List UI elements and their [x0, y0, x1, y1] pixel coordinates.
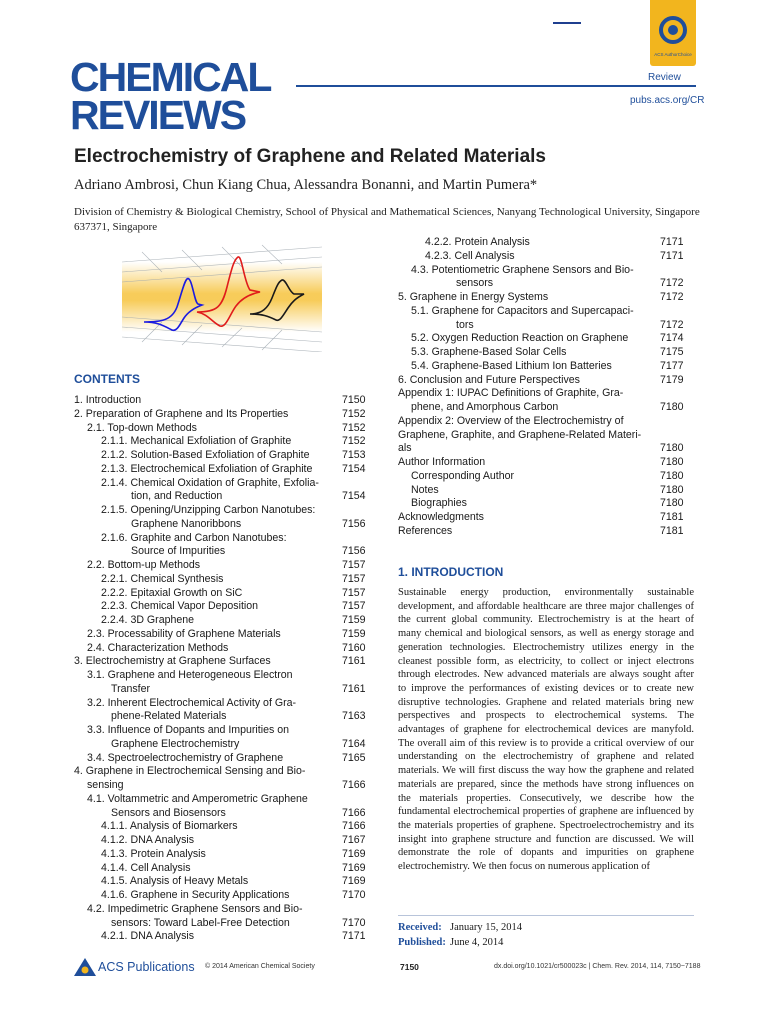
toc-entry-page: 7150: [342, 394, 366, 406]
toc-entry-title: 2.1.5. Opening/Unzipping Carbon Nanotubes:: [101, 504, 316, 516]
toc-entry-page: 7171: [342, 930, 366, 943]
toc-entry-page: 7161: [342, 655, 366, 668]
toc-entry[interactable]: [74, 422, 376, 436]
toc-entry[interactable]: [74, 930, 376, 944]
toc-entry-page: [342, 697, 376, 711]
toc-entry-title: 3.2. Inherent Electrochemical Activity of Gra-: [87, 696, 297, 709]
toc-entry-title: 4.1. Voltammetric and Amperometric Graphene: [87, 792, 308, 805]
toc-entry[interactable]: [398, 387, 694, 401]
toc-entry-title: 2.1.2. Solution-Based Exfoliation of Graphite: [101, 449, 310, 461]
dates-divider: [398, 915, 694, 916]
toc-entry[interactable]: [74, 765, 376, 779]
toc-entry-title: tors: [456, 318, 474, 331]
toc-entry[interactable]: [398, 442, 694, 456]
header-rule: [296, 85, 696, 87]
affiliation: Division of Chemistry & Biological Chemistry, School of Physical and Mathematical Sciences, Nanyang Technological University, Singapore 637371, Singapore: [74, 206, 700, 233]
acs-authorchoice-badge[interactable]: [650, 0, 696, 66]
toc-entry[interactable]: [74, 889, 376, 903]
toc-entry[interactable]: [398, 264, 694, 278]
toc-entry-title: Appendix 2: Overview of the Electrochemistry of: [398, 414, 624, 427]
toc-entry-title: Corresponding Author: [411, 469, 515, 482]
toc-entry[interactable]: [398, 346, 694, 360]
toc-entry[interactable]: [74, 408, 376, 422]
doi-citation[interactable]: dx.doi.org/10.1021/cr500023c | Chem. Rev. 2014, 114, 7150−7188: [494, 963, 701, 970]
introduction-heading: 1. INTRODUCTION: [398, 565, 504, 579]
toc-entry-title: Source of Impurities: [131, 545, 226, 558]
toc-entry-page: [342, 669, 376, 683]
toc-entry[interactable]: [398, 236, 694, 250]
toc-entry-page: 7172: [660, 318, 684, 331]
toc-entry-page: [342, 477, 376, 491]
toc-entry-title: phene-Related Materials: [111, 710, 227, 723]
toc-entry-page: 7177: [660, 359, 684, 372]
toc-entry-page: 7164: [342, 737, 366, 750]
toc-entry-title: 5.3. Graphene-Based Solar Cells: [411, 346, 567, 358]
toc-entry[interactable]: [398, 456, 694, 470]
toc-entry-page: 7181: [660, 511, 684, 523]
received-label: Received:: [398, 922, 442, 933]
toc-entry[interactable]: [74, 875, 376, 889]
toc-entry-title: 2.2.3. Chemical Vapor Deposition: [101, 600, 259, 613]
toc-entry[interactable]: [398, 374, 694, 388]
toc-entry-title: 2.2. Bottom-up Methods: [87, 559, 201, 571]
toc-entry[interactable]: [74, 917, 376, 931]
journal-url-link[interactable]: pubs.acs.org/CR: [630, 95, 705, 106]
author-list: Adriano Ambrosi, Chun Kiang Chua, Alessandra Bonanni, and Martin Pumera*: [74, 177, 538, 193]
toc-entry-title: 2.2.4. 3D Graphene: [101, 614, 195, 626]
toc-entry-page: 7157: [342, 559, 366, 571]
toc-entry-page: 7152: [342, 421, 366, 434]
toc-entry-page: 7154: [342, 462, 366, 475]
toc-entry-page: 7172: [660, 277, 684, 290]
toc-entry-title: sensing: [87, 779, 124, 791]
toc-entry-title: 4.2.2. Protein Analysis: [425, 236, 530, 248]
journal-logo: CHEMICAL REVIEWS: [70, 54, 271, 138]
toc-entry-page: 7166: [342, 820, 366, 833]
toc-entry-title: 4.1.3. Protein Analysis: [101, 847, 206, 860]
toc-entry[interactable]: [398, 291, 694, 305]
toc-entry-page: 7175: [660, 346, 684, 358]
toc-entry-title: 3. Electrochemistry at Graphene Surfaces: [74, 655, 271, 668]
toc-entry-page: 7169: [342, 875, 366, 888]
toc-entry-page: 7157: [342, 586, 366, 599]
toc-entry-title: sensors: Toward Label-Free Detection: [111, 916, 290, 929]
toc-entry-page: 7171: [660, 249, 684, 262]
toc-entry-title: 2.1.6. Graphite and Carbon Nanotubes:: [101, 531, 287, 544]
toc-entry-title: tion, and Reduction: [131, 490, 223, 503]
toc-entry-page: 7153: [342, 449, 366, 461]
toc-entry-page: [660, 264, 694, 278]
toc-entry-page: 7152: [342, 435, 366, 448]
toc-entry[interactable]: [74, 449, 376, 463]
toc-entry[interactable]: [74, 738, 376, 752]
toc-entry[interactable]: [398, 332, 694, 346]
toc-entry-title: Notes: [411, 483, 439, 496]
toc-entry-title: Graphene Electrochemistry: [111, 737, 240, 750]
toc-entry[interactable]: [74, 573, 376, 587]
publisher-name[interactable]: ACS Publications: [98, 960, 195, 974]
toc-entry-title: 4.2. Impedimetric Graphene Sensors and Bio-: [87, 902, 303, 915]
toc-entry[interactable]: [74, 463, 376, 477]
copyright-notice: © 2014 American Chemical Society: [205, 963, 315, 970]
toc-entry-title: Biographies: [411, 497, 467, 510]
toc-entry-title: 5.4. Graphene-Based Lithium Ion Batteries: [411, 359, 612, 372]
toc-entry-title: 4.1.4. Cell Analysis: [101, 861, 191, 874]
toc-entry-title: 2.1.4. Chemical Oxidation of Graphite, Exfolia-: [101, 476, 319, 489]
toc-entry-page: 7171: [660, 236, 684, 248]
toc-entry-page: 7180: [660, 456, 684, 468]
toc-entry-title: 4.1.1. Analysis of Biomarkers: [101, 820, 238, 833]
toc-entry-page: 7165: [342, 751, 366, 764]
toc-entry-page: 7180: [660, 497, 684, 510]
toc-entry-title: sensors: [456, 277, 494, 290]
toc-entry-page: 7160: [342, 641, 366, 654]
toc-entry-title: 4.1.2. DNA Analysis: [101, 834, 195, 846]
toc-entry-title: 3.4. Spectroelectrochemistry of Graphene: [87, 751, 284, 764]
toc-entry-title: 4.1.5. Analysis of Heavy Metals: [101, 875, 249, 888]
toc-entry[interactable]: [398, 415, 694, 429]
toc-entry[interactable]: [398, 470, 694, 484]
toc-entry[interactable]: [74, 532, 376, 546]
toc-entry-title: 2.2.1. Chemical Synthesis: [101, 572, 224, 585]
toc-entry[interactable]: [398, 360, 694, 374]
toc-entry[interactable]: [74, 862, 376, 876]
toc-entry-page: [342, 504, 376, 518]
toc-entry-title: 2. Preparation of Graphene and Its Properties: [74, 407, 289, 420]
toc-entry[interactable]: [74, 848, 376, 862]
toc-entry[interactable]: [74, 614, 376, 628]
published-date: June 4, 2014: [450, 936, 504, 948]
toc-entry[interactable]: [398, 497, 694, 511]
toc-entry[interactable]: [74, 559, 376, 573]
toc-entry-page: 7174: [660, 332, 684, 345]
toc-entry-page: [342, 765, 376, 779]
toc-right-column: [398, 236, 694, 539]
toc-entry-page: 7169: [342, 861, 366, 874]
toc-entry[interactable]: [74, 545, 376, 559]
toc-entry[interactable]: [74, 669, 376, 683]
toc-entry[interactable]: [74, 518, 376, 532]
toc-entry-page: [660, 387, 694, 401]
article-type-label: Review: [648, 72, 681, 83]
toc-entry[interactable]: [74, 504, 376, 518]
toc-entry[interactable]: [398, 484, 694, 498]
toc-entry-title: 4.2.3. Cell Analysis: [425, 249, 515, 262]
toc-entry-title: Appendix 1: IUPAC Definitions of Graphite, Gra-: [398, 387, 624, 400]
toc-entry-title: 5.1. Graphene for Capacitors and Supercapaci-: [411, 304, 634, 317]
toc-entry-page: [660, 415, 694, 429]
toc-entry-title: als: [398, 442, 412, 455]
toc-entry[interactable]: [74, 807, 376, 821]
toc-entry-page: 7156: [342, 545, 366, 558]
page-number: 7150: [400, 962, 419, 972]
toc-entry-title: 4.2.1. DNA Analysis: [101, 930, 195, 943]
toc-entry[interactable]: [74, 834, 376, 848]
introduction-text: Sustainable energy production, environmentally sustainable development, and affordable healthcare are three major challenges of the current global community. Electrochemistry is at the heart of many chemical and biological sensors, as well as energy storage and generation technologies. Electrochemistry utilizes energy in the cleanest possible form, as electricity, to collect or inject electrons through electrodes. New advanced materials are always sought after to improve the performances of existing devices or to create new disruptive technologies. Graphene and related materials bring new perspectives and prospects to electrochemical systems. The advantages of graphene for electrochemical devices are manyfold. The overall aim of this review is to provide a critical overview of our understanding on the electrochemistry of graphene and related materials. We will first discuss the way how the graphene and related materials are prepared, since the methods have strong influences on the materials properties. Consecutively, we describe how the fundamental electrochemical properties of graphene are influenced by the materials properties of graphene. Spectroelectrochemistry and its insight into graphene structure and function are discussed. We will demonstrate the role of dopants and impurities on graphene electrochemistry. We then focus on numerous application of: [398, 587, 694, 873]
toc-entry[interactable]: [74, 793, 376, 807]
toc-entry-title: References: [398, 524, 453, 537]
toc-entry-page: 7180: [660, 469, 684, 482]
toc-entry-page: 7157: [342, 600, 366, 613]
toc-entry-title: Graphene Nanoribbons: [131, 517, 242, 530]
toc-entry[interactable]: [74, 435, 376, 449]
contents-heading: CONTENTS: [74, 372, 140, 386]
svg-text:ACS AuthorChoice: ACS AuthorChoice: [654, 52, 692, 57]
toc-entry[interactable]: [74, 628, 376, 642]
toc-entry-page: 7180: [660, 483, 684, 496]
toc-entry-page: 7170: [342, 889, 366, 901]
toc-entry-page: 7157: [342, 572, 366, 585]
article-title: Electrochemistry of Graphene and Related Materials: [74, 146, 546, 167]
toc-entry-page: [342, 903, 376, 917]
toc-entry-title: 3.3. Influence of Dopants and Impurities on: [87, 724, 289, 736]
toc-entry[interactable]: [74, 655, 376, 669]
toc-entry[interactable]: [398, 429, 694, 443]
toc-entry[interactable]: [74, 752, 376, 766]
toc-entry-page: 7156: [342, 517, 366, 530]
toc-entry[interactable]: [398, 511, 694, 525]
toc-entry-title: 4. Graphene in Electrochemical Sensing and Bio-: [74, 765, 306, 778]
toc-entry[interactable]: [398, 277, 694, 291]
toc-entry[interactable]: [398, 305, 694, 319]
toc-entry[interactable]: [398, 401, 694, 415]
toc-entry[interactable]: [74, 600, 376, 614]
toc-entry-title: 5. Graphene in Energy Systems: [398, 291, 549, 303]
article-dates: [398, 921, 522, 950]
toc-entry-title: Graphene, Graphite, and Graphene-Related Materi-: [398, 428, 642, 441]
toc-entry-title: 2.3. Processability of Graphene Materials: [87, 627, 281, 640]
toc-entry[interactable]: [74, 587, 376, 601]
toc-entry-page: 7166: [342, 779, 366, 791]
toc-entry-page: 7181: [660, 524, 684, 537]
toc-entry-page: [342, 532, 376, 546]
toc-entry-title: Acknowledgments: [398, 511, 484, 523]
toc-entry-page: 7179: [660, 373, 684, 386]
toc-entry[interactable]: [74, 903, 376, 917]
received-date: January 15, 2014: [450, 922, 523, 933]
toc-entry-page: 7170: [342, 916, 366, 929]
toc-entry-page: [342, 793, 376, 807]
toc-entry-title: 2.4. Characterization Methods: [87, 641, 229, 654]
toc-entry-page: 7154: [342, 490, 366, 503]
header-accent-line: [553, 22, 581, 24]
toc-entry[interactable]: [398, 319, 694, 333]
toc-entry[interactable]: [74, 490, 376, 504]
toc-entry-title: Transfer: [111, 682, 151, 695]
toc-entry-title: 4.3. Potentiometric Graphene Sensors and Bio-: [411, 263, 634, 276]
toc-entry-page: 7159: [342, 627, 366, 640]
toc-entry-title: 2.1. Top-down Methods: [87, 421, 197, 434]
toc-entry-page: 7167: [342, 834, 366, 846]
toc-entry-page: [660, 429, 694, 443]
toc-entry-title: 3.1. Graphene and Heterogeneous Electron: [87, 669, 293, 681]
toc-entry-page: 7172: [660, 291, 684, 303]
toc-entry-title: 5.2. Oxygen Reduction Reaction on Graphene: [411, 332, 629, 345]
toc-entry-page: 7180: [660, 442, 684, 455]
toc-entry-title: Sensors and Biosensors: [111, 806, 226, 819]
toc-left-column: [74, 394, 376, 944]
toc-entry-page: 7161: [342, 682, 366, 695]
toc-entry-page: [660, 305, 694, 319]
toc-entry[interactable]: [74, 820, 376, 834]
authorchoice-icon: [650, 0, 696, 66]
published-label: Published:: [398, 936, 446, 948]
toc-entry-title: 2.1.3. Electrochemical Exfoliation of Graphite: [101, 462, 313, 475]
toc-entry-title: Author Information: [398, 456, 486, 468]
toc-entry-title: 1. Introduction: [74, 394, 142, 406]
toc-entry-page: 7159: [342, 614, 366, 626]
toc-entry[interactable]: [74, 477, 376, 491]
toc-entry-page: [342, 724, 376, 738]
toc-entry-page: 7152: [342, 407, 366, 420]
toc-entry[interactable]: [74, 697, 376, 711]
toc-entry-page: 7166: [342, 806, 366, 819]
toc-entry-title: 2.2.2. Epitaxial Growth on SiC: [101, 586, 243, 599]
toc-entry-title: 2.1.1. Mechanical Exfoliation of Graphite: [101, 435, 292, 448]
toc-entry-page: 7163: [342, 710, 366, 723]
toc-entry-title: 4.1.6. Graphene in Security Applications: [101, 889, 290, 901]
toc-entry[interactable]: [74, 724, 376, 738]
toc-entry[interactable]: [74, 683, 376, 697]
toc-entry-page: 7180: [660, 401, 684, 413]
toc-entry-title: 6. Conclusion and Future Perspectives: [398, 373, 580, 386]
toc-entry[interactable]: [74, 394, 376, 408]
toc-entry-page: 7169: [342, 847, 366, 860]
toc-entry-title: phene, and Amorphous Carbon: [411, 401, 559, 413]
acs-logo-icon: [74, 958, 96, 976]
toc-entry[interactable]: [398, 250, 694, 264]
toc-entry[interactable]: [74, 710, 376, 724]
toc-entry[interactable]: [398, 525, 694, 539]
toc-entry[interactable]: [74, 642, 376, 656]
toc-entry[interactable]: [74, 779, 376, 793]
toc-graphic: [122, 242, 322, 352]
